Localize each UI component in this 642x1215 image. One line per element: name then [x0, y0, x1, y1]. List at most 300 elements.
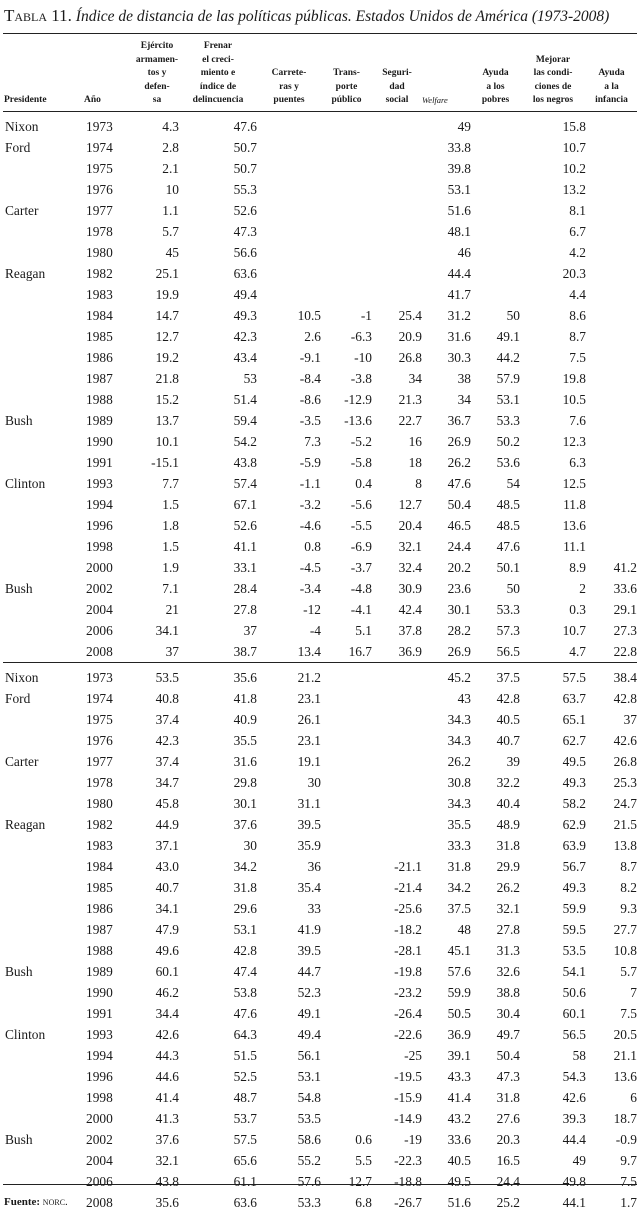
value-cell: 35.5 — [447, 816, 471, 832]
table-row — [3, 599, 637, 620]
value-cell: 57.5 — [520, 662, 586, 688]
column-header — [135, 36, 179, 111]
value-cell: -22.6 — [394, 1026, 422, 1042]
value-cell: 10.5 — [562, 391, 586, 407]
value-cell — [321, 919, 372, 940]
value-cell: 30.4 — [496, 1005, 520, 1021]
table-row — [3, 1024, 637, 1045]
value-cell: 42.8 — [496, 690, 520, 706]
value-cell: 48.5 — [496, 496, 520, 512]
value-cell: 33.6 — [447, 1131, 471, 1147]
value-cell: 24.4 — [447, 538, 471, 554]
year-cell: 1988 — [86, 942, 113, 958]
value-cell: 31.6 — [447, 328, 471, 344]
value-cell: 49.8 — [562, 1173, 586, 1189]
value-cell: 30.3 — [447, 349, 471, 365]
value-cell — [321, 263, 372, 284]
column-header-line: Presidente — [4, 95, 47, 106]
value-cell: 41.9 — [297, 921, 321, 937]
value-cell: 37.1 — [155, 837, 179, 853]
year-cell: 1986 — [86, 349, 113, 365]
value-cell — [372, 158, 422, 179]
year-cell: 1975 — [86, 711, 113, 727]
table-row — [3, 1150, 637, 1171]
value-cell: 58.2 — [562, 795, 586, 811]
value-cell: 45.1 — [447, 942, 471, 958]
value-cell: 5.7 — [620, 963, 637, 979]
value-cell: -0.9 — [615, 1131, 637, 1147]
value-cell: 20.9 — [398, 328, 422, 344]
value-cell: 10 — [165, 181, 179, 197]
president-cell — [3, 793, 83, 814]
table-row — [3, 835, 637, 856]
table-row — [3, 326, 637, 347]
value-cell — [586, 284, 637, 305]
value-cell: 44.9 — [155, 816, 179, 832]
value-cell: 49.3 — [562, 879, 586, 895]
value-cell: -19 — [404, 1131, 422, 1147]
value-cell: 8 — [415, 475, 422, 491]
value-cell — [321, 1003, 372, 1024]
value-cell: 49.3 — [562, 774, 586, 790]
column-header-line: Ayuda — [482, 68, 509, 79]
value-cell: 61.1 — [233, 1173, 257, 1189]
value-cell: 55.3 — [233, 181, 257, 197]
value-cell: 26.9 — [447, 433, 471, 449]
value-cell: 21.5 — [613, 816, 637, 832]
value-cell: 47.6 — [233, 1005, 257, 1021]
value-cell: 32.4 — [398, 559, 422, 575]
value-cell: 1.7 — [620, 1194, 637, 1210]
table-row — [3, 730, 637, 751]
year-cell: 1977 — [86, 753, 113, 769]
value-cell: 60.1 — [562, 1005, 586, 1021]
president-cell — [3, 305, 83, 326]
value-cell — [586, 305, 637, 326]
president-cell — [3, 515, 83, 536]
president-cell — [3, 347, 83, 368]
value-cell: 2.6 — [304, 328, 321, 344]
president-cell: Nixon — [3, 111, 83, 137]
president-cell: Bush — [5, 580, 33, 596]
value-cell: -19.8 — [394, 963, 422, 979]
column-header-line: puentes — [273, 95, 305, 106]
year-cell: 1980 — [86, 244, 113, 260]
value-cell: 30.1 — [233, 795, 257, 811]
value-cell: 47.3 — [496, 1068, 520, 1084]
value-cell: 51.5 — [233, 1047, 257, 1063]
value-cell — [586, 515, 637, 536]
value-cell: 44.2 — [496, 349, 520, 365]
value-cell: 1.8 — [162, 517, 179, 533]
value-cell — [321, 961, 372, 982]
value-cell: 62.9 — [562, 816, 586, 832]
value-cell — [586, 347, 637, 368]
value-cell — [257, 221, 321, 242]
value-cell — [471, 200, 520, 221]
value-cell: 57.3 — [496, 622, 520, 638]
value-cell — [586, 326, 637, 347]
value-cell: 1.9 — [162, 559, 179, 575]
value-cell: 19.8 — [562, 370, 586, 386]
value-cell: 6.3 — [569, 454, 586, 470]
year-cell: 2000 — [86, 559, 113, 575]
value-cell: 39.3 — [562, 1110, 586, 1126]
value-cell: 48.7 — [233, 1089, 257, 1105]
value-cell: 43.4 — [233, 349, 257, 365]
value-cell: 26.2 — [447, 454, 471, 470]
table-row — [3, 111, 637, 137]
president-cell — [3, 599, 83, 620]
table-row — [3, 578, 637, 599]
value-cell: 26.9 — [447, 643, 471, 659]
value-cell: 49 — [422, 111, 471, 137]
value-cell: 8.7 — [620, 858, 637, 874]
value-cell — [321, 793, 372, 814]
value-cell: 15.8 — [520, 111, 586, 137]
year-cell: 1996 — [86, 517, 113, 533]
year-cell: 1983 — [86, 837, 113, 853]
value-cell: 24.7 — [613, 795, 637, 811]
year-cell: 1980 — [86, 795, 113, 811]
value-cell: 44.3 — [155, 1047, 179, 1063]
value-cell — [471, 242, 520, 263]
value-cell — [372, 200, 422, 221]
value-cell: 59.5 — [562, 921, 586, 937]
value-cell: 34 — [457, 391, 471, 407]
value-cell: -15.1 — [151, 454, 179, 470]
value-cell: 24.4 — [496, 1173, 520, 1189]
value-cell — [586, 179, 637, 200]
president-cell — [3, 494, 83, 515]
year-cell: 1998 — [86, 538, 113, 554]
value-cell: 22.8 — [613, 643, 637, 659]
value-cell: 43.8 — [155, 1173, 179, 1189]
value-cell: 25.2 — [496, 1194, 520, 1210]
table-row — [3, 662, 637, 688]
value-cell — [372, 835, 422, 856]
column-header-line: Ejército — [140, 41, 174, 51]
president-cell — [3, 326, 83, 347]
value-cell: 33.8 — [447, 139, 471, 155]
table-row — [3, 919, 637, 940]
value-cell: 49.1 — [297, 1005, 321, 1021]
president-cell: Ford — [5, 690, 31, 706]
value-cell: 30.8 — [447, 774, 471, 790]
value-cell: 53.5 — [297, 1110, 321, 1126]
value-cell: 53.7 — [233, 1110, 257, 1126]
column-header-line: porte — [335, 81, 358, 92]
value-cell: 21.3 — [398, 391, 422, 407]
value-cell — [372, 688, 422, 709]
value-cell: 34 — [408, 370, 422, 386]
president-cell: Bush — [5, 1131, 33, 1147]
value-cell: 32.1 — [496, 900, 520, 916]
value-cell: 16 — [408, 433, 422, 449]
year-cell: 1989 — [86, 412, 113, 428]
president-cell — [3, 179, 83, 200]
value-cell — [586, 452, 637, 473]
value-cell: 49 — [572, 1152, 586, 1168]
value-cell — [321, 772, 372, 793]
value-cell: 43.0 — [155, 858, 179, 874]
value-cell: 5.7 — [162, 223, 179, 239]
year-cell: 1994 — [86, 1047, 113, 1063]
value-cell — [586, 200, 637, 221]
table-row — [3, 1192, 637, 1213]
value-cell: 58.6 — [297, 1131, 321, 1147]
table-row — [3, 410, 637, 431]
value-cell: 50.7 — [233, 160, 257, 176]
value-cell — [586, 389, 637, 410]
value-cell: 2 — [579, 580, 586, 596]
year-cell: 1982 — [86, 265, 113, 281]
column-header-line: miento e — [200, 68, 236, 79]
value-cell: -26.4 — [394, 1005, 422, 1021]
value-cell: 5.5 — [355, 1152, 372, 1168]
year-cell: 1989 — [86, 963, 113, 979]
value-cell: 13.4 — [297, 643, 321, 659]
table-row — [3, 1066, 637, 1087]
table-row — [3, 1171, 637, 1192]
value-cell: 10.8 — [613, 942, 637, 958]
column-header-line: Carrete- — [271, 68, 307, 79]
president-cell: Carter — [5, 202, 39, 218]
year-cell: 2002 — [86, 580, 113, 596]
value-cell: 52.5 — [233, 1068, 257, 1084]
value-cell — [321, 158, 372, 179]
year-cell: 1991 — [86, 454, 113, 470]
value-cell: 23.1 — [297, 732, 321, 748]
source-label: Fuente: — [4, 1196, 41, 1208]
value-cell: 57.6 — [297, 1173, 321, 1189]
president-cell: Carter — [5, 753, 39, 769]
president-cell — [3, 368, 83, 389]
president-cell — [3, 1171, 83, 1192]
value-cell — [257, 263, 321, 284]
value-cell: 6.8 — [355, 1194, 372, 1210]
value-cell — [372, 793, 422, 814]
value-cell: -3.5 — [299, 412, 321, 428]
value-cell: 47.4 — [233, 963, 257, 979]
value-cell: 23.1 — [297, 690, 321, 706]
value-cell: 5.1 — [355, 622, 372, 638]
table-row — [3, 1045, 637, 1066]
year-cell: 1974 — [86, 690, 113, 706]
value-cell: 49.5 — [447, 1173, 471, 1189]
year-cell: 1987 — [86, 370, 113, 386]
value-cell: 7 — [630, 984, 637, 1000]
value-cell — [471, 263, 520, 284]
value-cell: -3.8 — [350, 370, 372, 386]
value-cell: 7.5 — [620, 1005, 637, 1021]
value-cell — [372, 814, 422, 835]
column-header — [471, 36, 520, 111]
value-cell: 8.2 — [620, 879, 637, 895]
value-cell — [586, 221, 637, 242]
year-cell: 2008 — [86, 643, 113, 659]
value-cell: 67.1 — [233, 496, 257, 512]
value-cell — [471, 221, 520, 242]
president-cell: Ford — [5, 139, 31, 155]
value-cell — [372, 284, 422, 305]
value-cell: 59.9 — [447, 984, 471, 1000]
value-cell: 60.1 — [155, 963, 179, 979]
value-cell: 35.6 — [155, 1194, 179, 1210]
president-cell — [3, 709, 83, 730]
year-cell: 1982 — [86, 816, 113, 832]
column-header-line: índice de — [199, 81, 237, 92]
table-row — [3, 515, 637, 536]
column-header-line: social — [385, 95, 409, 106]
value-cell — [372, 751, 422, 772]
value-cell — [321, 877, 372, 898]
value-cell: 7.3 — [304, 433, 321, 449]
value-cell: -8.4 — [299, 370, 321, 386]
value-cell — [586, 158, 637, 179]
value-cell: 44.6 — [155, 1068, 179, 1084]
value-cell: -5.6 — [350, 496, 372, 512]
value-cell: -6.3 — [350, 328, 372, 344]
year-cell: 2006 — [86, 622, 113, 638]
value-cell: 46.5 — [447, 517, 471, 533]
president-cell: Bush — [5, 412, 33, 428]
value-cell: 35.5 — [233, 732, 257, 748]
policy-distance-table — [3, 36, 637, 1213]
value-cell: 4.2 — [569, 244, 586, 260]
value-cell: 37 — [165, 643, 179, 659]
value-cell: -5.5 — [350, 517, 372, 533]
value-cell: 1.5 — [162, 538, 179, 554]
president-cell — [3, 877, 83, 898]
value-cell: 16.7 — [348, 643, 372, 659]
year-cell: 1990 — [86, 433, 113, 449]
value-cell: 1.1 — [162, 202, 179, 218]
value-cell: 20.3 — [562, 265, 586, 281]
column-header-line: Frenar — [203, 41, 233, 51]
value-cell — [321, 111, 372, 137]
value-cell: -3.2 — [299, 496, 321, 512]
value-cell — [321, 662, 372, 688]
value-cell: 26.2 — [496, 879, 520, 895]
value-cell — [372, 730, 422, 751]
year-cell: 2004 — [86, 1152, 113, 1168]
value-cell: 45.2 — [422, 662, 471, 688]
value-cell: 47.9 — [155, 921, 179, 937]
table-row — [3, 158, 637, 179]
value-cell: 37.5 — [471, 662, 520, 688]
value-cell — [321, 982, 372, 1003]
value-cell: 59.9 — [562, 900, 586, 916]
value-cell: -26.7 — [394, 1194, 422, 1210]
value-cell: 44.4 — [447, 265, 471, 281]
value-cell: 50.4 — [496, 1047, 520, 1063]
value-cell: 31.8 — [496, 837, 520, 853]
president-cell — [3, 452, 83, 473]
value-cell: -22.3 — [394, 1152, 422, 1168]
value-cell: 13.7 — [155, 412, 179, 428]
value-cell: 44.1 — [562, 1194, 586, 1210]
column-header — [3, 36, 83, 111]
president-cell — [3, 772, 83, 793]
value-cell: 57.9 — [496, 370, 520, 386]
value-cell: 34.3 — [447, 795, 471, 811]
value-cell: 54.8 — [297, 1089, 321, 1105]
value-cell: -18.2 — [394, 921, 422, 937]
table-title-text: Índice de distancia de las políticas públicas. Estados Unidos de América (1973-2008) — [75, 8, 610, 25]
value-cell: 4.3 — [135, 111, 179, 137]
value-cell: 41.8 — [233, 690, 257, 706]
column-header-line: delincuencia — [192, 95, 244, 106]
value-cell: 53.5 — [135, 662, 179, 688]
column-header-line: Welfare — [422, 95, 448, 106]
president-cell — [3, 982, 83, 1003]
value-cell: 12.7 — [155, 328, 179, 344]
president-cell: Clinton — [5, 475, 46, 491]
value-cell: 63.6 — [233, 265, 257, 281]
value-cell: 53.1 — [233, 921, 257, 937]
value-cell: -25 — [404, 1047, 422, 1063]
value-cell: 33.6 — [613, 580, 637, 596]
value-cell: 34.1 — [155, 900, 179, 916]
value-cell: 19.2 — [155, 349, 179, 365]
value-cell: 53.1 — [496, 391, 520, 407]
value-cell — [586, 473, 637, 494]
president-cell: Reagan — [5, 265, 46, 281]
value-cell: -9.1 — [299, 349, 321, 365]
value-cell: 12.7 — [348, 1173, 372, 1189]
column-header-line: sa — [152, 95, 162, 106]
value-cell: 8.6 — [569, 307, 586, 323]
value-cell: -23.2 — [394, 984, 422, 1000]
table-row — [3, 1129, 637, 1150]
value-cell: -21.4 — [394, 879, 422, 895]
source-note — [4, 1196, 68, 1208]
value-cell: 38.4 — [586, 662, 637, 688]
president-cell — [3, 1108, 83, 1129]
value-cell: 54 — [506, 475, 520, 491]
table-row — [3, 200, 637, 221]
value-cell: -5.8 — [350, 454, 372, 470]
value-cell: 42.8 — [233, 942, 257, 958]
value-cell: 53.8 — [233, 984, 257, 1000]
value-cell: 62.7 — [562, 732, 586, 748]
value-cell: 26.2 — [447, 753, 471, 769]
year-cell: 1975 — [86, 160, 113, 176]
table-row — [3, 137, 637, 158]
value-cell: 34.2 — [233, 858, 257, 874]
value-cell: 50.5 — [447, 1005, 471, 1021]
value-cell — [372, 709, 422, 730]
value-cell: -15.9 — [394, 1089, 422, 1105]
value-cell: 42.3 — [233, 328, 257, 344]
value-cell: 43.8 — [233, 454, 257, 470]
year-cell: 1985 — [86, 879, 113, 895]
value-cell: 40.7 — [496, 732, 520, 748]
value-cell: 53.3 — [496, 601, 520, 617]
value-cell: 30 — [307, 774, 321, 790]
column-header-line: Año — [84, 95, 101, 106]
value-cell: 52.6 — [233, 517, 257, 533]
president-cell — [3, 641, 83, 663]
president-cell — [3, 1150, 83, 1171]
table-row — [3, 1087, 637, 1108]
year-cell: 2002 — [86, 1131, 113, 1147]
value-cell: 34.3 — [447, 711, 471, 727]
value-cell: 49.4 — [233, 286, 257, 302]
value-cell: 51.4 — [233, 391, 257, 407]
value-cell: 37 — [623, 711, 637, 727]
